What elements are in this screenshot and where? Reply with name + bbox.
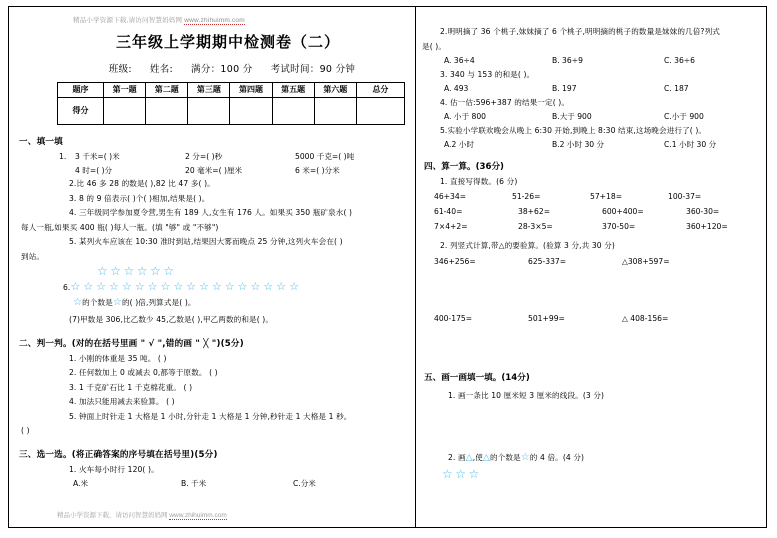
judge-item: 1. 小刚的体重是 35 吨。 ( ) xyxy=(69,353,167,363)
star-row-group-b: ☆☆☆☆☆☆☆☆☆☆☆☆☆☆☆☆☆☆ xyxy=(70,280,302,293)
exam-page xyxy=(8,6,767,528)
triangle-icon: △ xyxy=(465,453,473,463)
option-a[interactable]: A. 小于 800 xyxy=(444,112,486,121)
choose-q4-options xyxy=(430,110,764,124)
oral-calc-item: 38+62= xyxy=(518,207,551,216)
oral-calc-item: 57+18= xyxy=(590,192,623,201)
vertical-calc-item: 400-175= xyxy=(434,313,473,323)
class-label: 班级: xyxy=(108,64,132,75)
draw-q2-text-b: ,使 xyxy=(472,453,483,462)
score-cell[interactable] xyxy=(146,98,188,125)
option-c[interactable]: C.分米 xyxy=(293,479,316,488)
header-watermark-text: 精品小学资源下载,请访问智慧妈妈网 xyxy=(73,17,183,24)
oral-calc-row xyxy=(430,204,764,219)
judge-item-continuation: ( ) xyxy=(21,426,30,435)
vertical-calc-item: 625-337= xyxy=(528,256,567,266)
calc-sub2-heading: 2. 列竖式计算,带△的要验算。(验算 3 分,共 30 分) xyxy=(440,241,615,250)
fill-q1-item: 2 分=( )秒 xyxy=(185,152,223,161)
draw-q1: 1. 画一条比 10 厘米短 3 厘米的线段。(3 分) xyxy=(448,390,605,400)
score-table-header-cell: 第三题 xyxy=(188,83,230,98)
footer-watermark-url: www.zhihuimm.com xyxy=(169,512,227,519)
vertical-calc-row xyxy=(430,314,764,323)
vertical-calc-item: △ 408-156= xyxy=(622,313,669,323)
oral-calc-item: 100-37= xyxy=(668,192,702,201)
score-cell[interactable] xyxy=(272,98,314,125)
name-label: 姓名: xyxy=(149,64,174,75)
section-judge-heading: 二、判一判。(对的在括号里画 " √ ",错的画 " ╳ ")(5分) xyxy=(19,338,244,349)
left-column xyxy=(9,7,415,527)
score-row-label: 得分 xyxy=(58,98,104,125)
score-cell[interactable] xyxy=(104,98,146,125)
option-b[interactable]: B. 197 xyxy=(552,84,577,93)
work-space[interactable] xyxy=(430,266,764,314)
score-table-header-cell: 第二题 xyxy=(146,83,188,98)
draw-space[interactable] xyxy=(430,403,764,451)
score-table-header-cell: 第四题 xyxy=(230,83,272,98)
fill-q4-line1: 4. 三年级同学参加夏令营,男生有 189 人,女生有 176 人。如果买 350 瓶矿泉水( ) xyxy=(69,208,353,217)
choose-q2-options xyxy=(430,54,764,68)
option-c[interactable]: C.1 小时 30 分 xyxy=(664,140,717,149)
fill-q1-item: 3 千米=( )米 xyxy=(75,152,120,161)
draw-star-row: ☆☆☆ xyxy=(442,466,482,481)
score-cell[interactable] xyxy=(314,98,356,125)
draw-q2 xyxy=(430,451,764,466)
section-draw-heading: 五、画一画填一填。(14分) xyxy=(424,372,530,383)
vertical-calc-item: 346+256= xyxy=(434,256,476,266)
choose-q5: 5.实验小学联欢晚会从晚上 6:30 开始,到晚上 8:30 结束,这场晚会进行了( )。 xyxy=(440,125,707,135)
option-c[interactable]: C. 36÷6 xyxy=(664,56,695,65)
fill-q1-line2 xyxy=(59,164,405,178)
exam-info-line xyxy=(59,61,405,75)
option-b[interactable]: B. 36÷9 xyxy=(552,56,583,65)
option-b[interactable]: B.2 小时 30 分 xyxy=(552,140,605,149)
score-table-value-row xyxy=(58,98,405,125)
choose-q3: 3. 340 与 153 的和是( )。 xyxy=(440,69,535,79)
star-icon: ☆ xyxy=(520,452,530,463)
option-b[interactable]: B. 千米 xyxy=(181,479,207,488)
fill-q2: 2.比 46 多 28 的数是( ),82 比 47 多( )。 xyxy=(69,179,215,188)
fill-q4-line2: 每人一瓶,如果买 400 瓶( )每人一瓶。(填 "够" 或 "不够") xyxy=(21,222,219,232)
section-calc-heading: 四、算一算。(36分) xyxy=(424,161,504,172)
fill-q6-number: 6. xyxy=(63,283,71,292)
oral-calc-item: 360-30= xyxy=(686,207,720,216)
oral-calc-item: 28-3×5= xyxy=(518,222,553,231)
vertical-calc-item: △308+597= xyxy=(622,256,670,266)
star-row-group-a: ☆☆☆☆☆☆ xyxy=(97,264,177,278)
judge-item: 3. 1 千克矿石比 1 千克棉花重。 ( ) xyxy=(69,382,193,392)
work-space[interactable] xyxy=(430,323,764,363)
calc-sub1-heading: 1. 直接写得数。(6 分) xyxy=(440,176,518,186)
option-a[interactable]: A.米 xyxy=(73,479,89,488)
score-table-header-cell: 总分 xyxy=(356,83,404,98)
score-table xyxy=(57,82,405,125)
choose-q3-options xyxy=(430,82,764,96)
page-title: 三年级上学期期中检测卷（二） xyxy=(115,33,340,51)
fill-q5-line1: 5. 某列火车应该在 10:30 准时到站,结果因大雾而晚点 25 分钟,这列火车会在( ) xyxy=(69,237,343,246)
option-a[interactable]: A.2 小时 xyxy=(444,140,474,149)
fill-q6-text-a: 的个数是 xyxy=(82,297,113,307)
full-marks-label: 满分：100 分 xyxy=(191,64,253,75)
option-a[interactable]: A. 36÷4 xyxy=(444,56,475,65)
draw-q2-text-a: 2. 画 xyxy=(448,453,466,462)
vertical-calc-row xyxy=(430,257,764,266)
fill-q6-text-line xyxy=(59,296,405,310)
star-icon: ☆ xyxy=(112,296,122,308)
choose-q2-line2: 是( )。 xyxy=(422,41,447,51)
exam-time-label: 考试时间：90 分钟 xyxy=(270,64,356,75)
score-cell[interactable] xyxy=(356,98,404,125)
judge-item: 5. 钟面上时针走 1 大格是 1 小时,分针走 1 大格是 1 分钟,秒针走 1 大格是 1 秒。 xyxy=(69,411,352,421)
header-watermark-url: www.zhihuimm.com xyxy=(184,17,245,24)
fill-q1-line1 xyxy=(59,150,405,164)
fill-q7: (7)甲数是 306,比乙数少 45,乙数是( ),甲乙两数的和是( )。 xyxy=(69,315,274,324)
judge-item: 2. 任何数加上 0 或减去 0,都等于原数。 ( ) xyxy=(69,368,218,377)
fill-q1-item: 5000 千克=( )吨 xyxy=(295,152,355,161)
choose-q4: 4. 估一估:596+387 的结果一定( )。 xyxy=(440,97,570,107)
section-fill-heading: 一、填一填 xyxy=(19,137,63,147)
judge-item: 4. 加法只能用减去来验算。 ( ) xyxy=(69,397,175,406)
choose-q5-options xyxy=(430,138,764,152)
fill-q1-spacer xyxy=(59,164,75,178)
fill-q1-item: 4 时=( )分 xyxy=(75,165,113,175)
header-watermark xyxy=(73,15,405,24)
fill-q1-number: 1. xyxy=(59,152,67,161)
oral-calc-item: 370-50= xyxy=(602,222,636,231)
option-b[interactable]: B.大于 900 xyxy=(552,112,592,121)
two-column-layout xyxy=(9,7,766,527)
oral-calc-item: 51-26= xyxy=(512,192,541,201)
fill-q3: 3. 8 的 9 倍表示( )个( )相加,结果是( )。 xyxy=(69,193,210,203)
choose-q2-line1: 2.明明摘了 36 个桃子,妹妹摘了 6 个桃子,明明摘的桃子的数量是妹妹的几倍?列式 xyxy=(440,27,720,36)
oral-calc-item: 600+400= xyxy=(602,207,644,216)
triangle-icon: △ xyxy=(482,453,490,463)
fill-q6-text-b: 的( )倍,列算式是( )。 xyxy=(121,297,196,307)
oral-calc-item: 46+34= xyxy=(434,192,467,201)
footer-watermark-text: 精品小学资源下载，请访问智慧妈妈网 xyxy=(57,512,168,519)
fill-q6-stars-line xyxy=(59,279,405,295)
choose-q1: 1. 火车每小时行 120( )。 xyxy=(69,464,159,474)
section-choose-heading: 三、选一选。(将正确答案的序号填在括号里)(5分) xyxy=(19,449,218,460)
option-a[interactable]: A. 493 xyxy=(444,84,469,93)
score-cell[interactable] xyxy=(230,98,272,125)
score-table-header-row xyxy=(58,83,405,98)
oral-calc-item: 7×4+2= xyxy=(434,222,468,231)
draw-q2-text-d: 的 4 倍。(4 分) xyxy=(529,453,585,462)
star-icon: ☆ xyxy=(73,296,83,308)
right-column xyxy=(415,7,772,527)
oral-calc-item: 61-40= xyxy=(434,207,463,216)
score-table-header-cell: 第六题 xyxy=(314,83,356,98)
score-table-header-cell: 第五题 xyxy=(272,83,314,98)
fill-q1-item: 6 米=( )分米 xyxy=(295,165,340,175)
score-table-header-cell: 题序 xyxy=(58,83,104,98)
score-table-header-cell: 第一题 xyxy=(104,83,146,98)
fill-q5-line2: 到站。 xyxy=(21,251,45,261)
option-c[interactable]: C.小于 900 xyxy=(664,112,704,121)
score-cell[interactable] xyxy=(188,98,230,125)
vertical-calc-item: 501+99= xyxy=(528,313,565,323)
option-c[interactable]: C. 187 xyxy=(664,84,689,93)
fill-q1-item: 20 毫米=( )厘米 xyxy=(185,165,243,175)
choose-q1-options xyxy=(59,477,405,491)
oral-calc-item: 360+120= xyxy=(686,222,728,231)
oral-calc-row xyxy=(430,189,764,204)
oral-calc-row xyxy=(430,219,764,234)
draw-q2-text-c: 的个数是 xyxy=(489,453,521,462)
footer-watermark xyxy=(57,510,227,519)
